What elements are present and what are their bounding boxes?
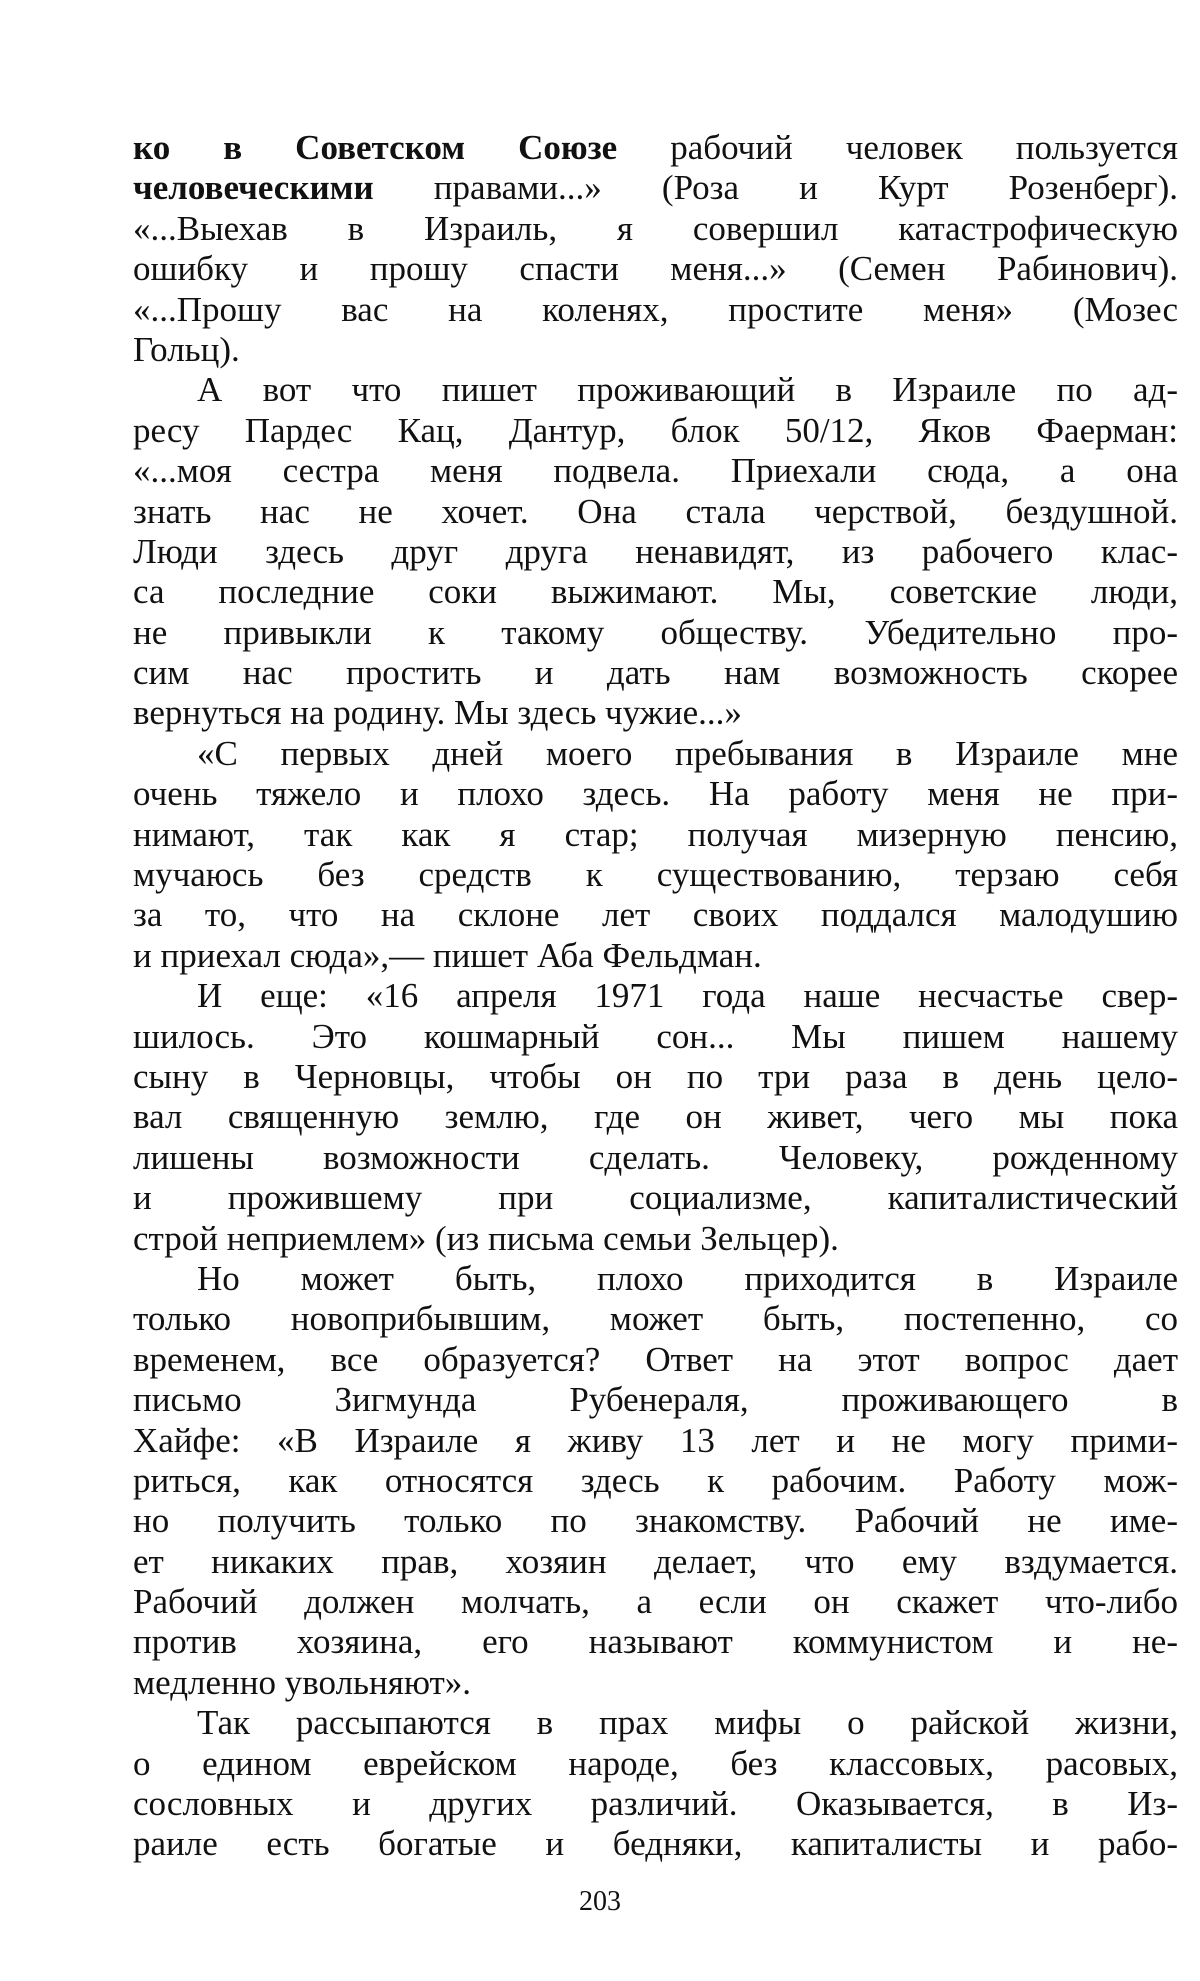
text-line: очень тяжело и плохо здесь. На работу меня не при- bbox=[133, 774, 1178, 814]
text-line: Хайфе: «В Израиле я живу 13 лет и не могу прими- bbox=[133, 1420, 1178, 1460]
text-line: ошибку и прошу спасти меня...» (Семен Рабинович). bbox=[133, 249, 1178, 289]
text-line: строй неприемлем» (из письма семьи Зельцер). bbox=[133, 1218, 839, 1258]
text-line: «...моя сестра меня подвела. Приехали сюда, а она bbox=[133, 451, 1178, 491]
text-line: шилось. Это кошмарный сон... Мы пишем нашему bbox=[133, 1016, 1178, 1056]
text-line: Гольц). bbox=[133, 329, 240, 369]
text-line: не привыкли к такому обществу. Убедительно про- bbox=[133, 612, 1178, 652]
text-line: мучаюсь без средств к существованию, терзаю себя bbox=[133, 855, 1178, 895]
paragraph-6 bbox=[133, 1703, 1178, 1865]
text-line: Рабочий должен молчать, а если он скажет что-либо bbox=[133, 1582, 1178, 1622]
text-line: Люди здесь друг друга ненавидят, из рабочего клас- bbox=[133, 531, 1178, 571]
text-line: нимают, так как я стар; получая мизерную пенсию, bbox=[133, 814, 1178, 854]
text-line: Но может быть, плохо приходится в Израиле bbox=[197, 1258, 1178, 1298]
page-number: 203 bbox=[579, 1886, 621, 1917]
paragraph-2 bbox=[133, 370, 1178, 734]
text-line: сословных и других различий. Оказывается, в Из- bbox=[133, 1784, 1178, 1824]
text-line bbox=[133, 168, 1178, 208]
text-line: «...Прошу вас на коленях, простите меня» (Мозес bbox=[133, 289, 1178, 329]
text-line: о едином еврейском народе, без классовых, расовых, bbox=[133, 1743, 1178, 1783]
text-line: и прожившему при социализме, капиталистический bbox=[133, 1178, 1178, 1218]
text-line: вал священную землю, где он живет, чего мы пока bbox=[133, 1097, 1178, 1137]
text-line: знать нас не хочет. Она стала черствой, бездушной. bbox=[133, 491, 1178, 531]
text-line: раиле есть богатые и бедняки, капиталисты и рабо- bbox=[133, 1824, 1178, 1864]
text-line: И еще: «16 апреля 1971 года наше несчастье свер- bbox=[197, 976, 1178, 1016]
text-line: Так рассыпаются в прах мифы о райской жизни, bbox=[197, 1703, 1178, 1743]
text-line: А вот что пишет проживающий в Израиле по ад- bbox=[197, 370, 1178, 410]
paragraph-4 bbox=[133, 976, 1178, 1259]
text-line: са последние соки выжимают. Мы, советские люди, bbox=[133, 572, 1178, 612]
text-line: письмо Зигмунда Рубенераля, проживающего в bbox=[133, 1380, 1178, 1420]
text-line: против хозяина, его называют коммунистом и не- bbox=[133, 1622, 1178, 1662]
text-line: вернуться на родину. Мы здесь чужие...» bbox=[133, 693, 742, 733]
text-line: только новоприбывшим, может быть, постепенно, со bbox=[133, 1299, 1178, 1339]
paragraph-1 bbox=[133, 128, 1178, 370]
text-line: и приехал сюда»,— пишет Аба Фельдман. bbox=[133, 935, 762, 975]
bold-phrase: человеческими bbox=[133, 168, 374, 208]
text-line: ресу Пардес Кац, Дантур, блок 50/12, Яков Фаерман: bbox=[133, 410, 1178, 450]
text-line: но получить только по знакомству. Рабочий не име- bbox=[133, 1501, 1178, 1541]
text-line: временем, все образуется? Ответ на этот вопрос дает bbox=[133, 1339, 1178, 1379]
text-line: медленно увольняют». bbox=[133, 1662, 472, 1702]
text-span: рабочий человек пользуется bbox=[617, 128, 1178, 167]
text-line: ет никаких прав, хозяин делает, что ему вздумается. bbox=[133, 1541, 1178, 1581]
text-line: сим нас простить и дать нам возможность скорее bbox=[133, 653, 1178, 693]
text-span: правами...» (Роза и Курт Розенберг). bbox=[373, 168, 1178, 208]
page-text bbox=[133, 128, 1178, 1865]
paragraph-3 bbox=[133, 734, 1178, 976]
text-line: «С первых дней моего пребывания в Израиле мне bbox=[197, 733, 1178, 773]
text-line: сыну в Черновцы, чтобы он по три раза в день цело- bbox=[133, 1056, 1178, 1096]
paragraph-5 bbox=[133, 1259, 1178, 1703]
text-line: риться, как относятся здесь к рабочим. Работу мож- bbox=[133, 1460, 1178, 1500]
text-line: «...Выехав в Израиль, я совершил катастрофическую bbox=[133, 208, 1178, 248]
bold-phrase: ко в Советском Союзе bbox=[133, 128, 618, 167]
text-line: за то, что на склоне лет своих поддался малодушию bbox=[133, 895, 1178, 935]
text-line bbox=[133, 128, 1178, 168]
text-line: лишены возможности сделать. Человеку, рожденному bbox=[133, 1137, 1178, 1177]
